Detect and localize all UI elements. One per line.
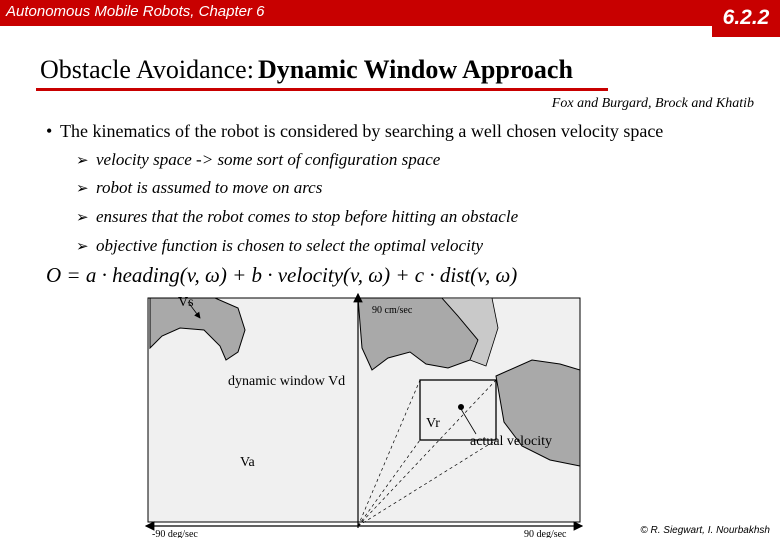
sub-bullet bbox=[76, 207, 518, 227]
sub-bullet bbox=[76, 236, 483, 256]
sub-bullet bbox=[76, 150, 440, 170]
title-underline bbox=[36, 88, 608, 91]
sub-bullet-text: objective function is chosen to select the optimal velocity bbox=[96, 236, 484, 255]
left-axis-label: -90 deg/sec bbox=[152, 529, 198, 538]
sub-bullet-text: velocity space -> some sort of configuration space bbox=[96, 150, 441, 169]
vr-label: Vr bbox=[426, 416, 440, 431]
arrow-bullet-icon: ➢ bbox=[76, 210, 89, 226]
velocity-space-diagram bbox=[140, 288, 590, 538]
bullet-dot-icon: • bbox=[46, 121, 53, 141]
actual-velocity-label: actual velocity bbox=[470, 434, 553, 449]
section-number: 6.2.2 bbox=[722, 6, 770, 29]
slide-title-prefix: Obstacle Avoidance: bbox=[40, 55, 254, 84]
vertical-axis-label: 90 cm/sec bbox=[372, 305, 413, 316]
main-bullet bbox=[46, 121, 663, 142]
header-bar bbox=[0, 0, 780, 26]
section-badge bbox=[712, 0, 780, 37]
sub-bullet bbox=[76, 178, 322, 198]
main-bullet-text: The kinematics of the robot is considered by searching a well chosen velocity space bbox=[60, 121, 664, 141]
copyright: © R. Siegwart, I. Nourbakhsh bbox=[640, 525, 770, 536]
dynamic-window-label: dynamic window Vd bbox=[228, 374, 346, 389]
objective-formula: O = a · heading(v, ω) + b · velocity(v, ω) + c · dist(v, ω) bbox=[46, 263, 518, 287]
right-axis-label: 90 deg/sec bbox=[524, 529, 567, 538]
va-label: Va bbox=[240, 455, 255, 470]
citation: Fox and Burgard, Brock and Khatib bbox=[551, 96, 754, 111]
chapter-title: Autonomous Mobile Robots, Chapter 6 bbox=[6, 3, 265, 20]
sub-bullet-text: robot is assumed to move on arcs bbox=[96, 178, 323, 197]
slide-title bbox=[40, 55, 573, 85]
vs-label: Vs bbox=[178, 295, 194, 310]
slide-title-main: Dynamic Window Approach bbox=[257, 55, 573, 84]
arrow-bullet-icon: ➢ bbox=[76, 153, 89, 169]
arrow-bullet-icon: ➢ bbox=[76, 239, 89, 255]
sub-bullet-text: ensures that the robot comes to stop before hitting an obstacle bbox=[96, 207, 519, 226]
arrow-bullet-icon: ➢ bbox=[76, 181, 89, 197]
